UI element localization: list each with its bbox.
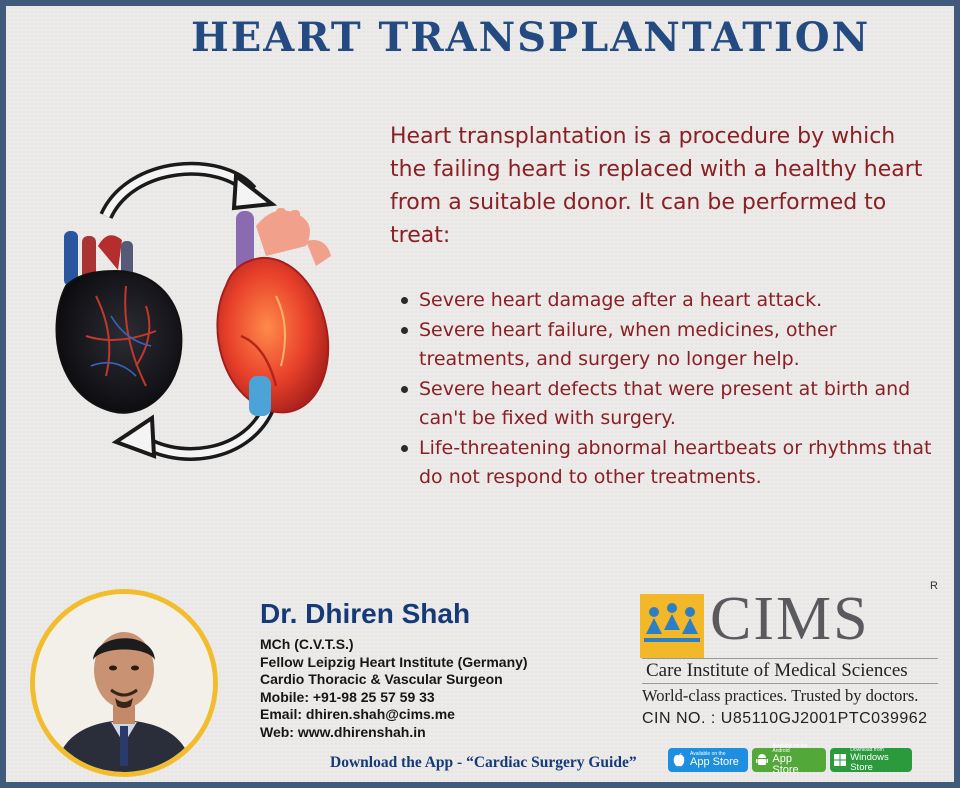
doctor-web: Web: www.dhirenshah.in	[260, 723, 426, 740]
doctor-mobile: Mobile: +91-98 25 57 59 33	[260, 688, 435, 705]
doctor-fellowship: Fellow Leipzig Heart Institute (Germany)	[260, 653, 528, 670]
doctor-details	[260, 636, 620, 741]
registered-mark: R	[930, 580, 938, 592]
diseased-heart	[56, 231, 181, 413]
cims-logo-icon	[640, 594, 704, 658]
android-store-badge[interactable]: Available on the Android App Store	[752, 748, 826, 772]
intro-paragraph: Heart transplantation is a procedure by which the failing heart is replaced with a healthy heart from a suitable donor. It can be performed to treat:	[390, 124, 923, 248]
android-icon	[756, 752, 768, 768]
doctor-name: Dr. Dhiren Shah	[260, 598, 471, 629]
cims-full-name: Care Institute of Medical Sciences	[642, 658, 938, 684]
download-app-text: Download the App - “Cardiac Surgery Guide”	[330, 754, 637, 771]
cims-tagline: World-class practices. Trusted by doctors.	[642, 686, 919, 705]
list-item: Severe heart damage after a heart attack.	[399, 286, 939, 315]
doctor-degree: MCh (C.V.T.S.)	[260, 636, 354, 652]
page-title: HEART TRANSPLANTATION	[191, 14, 871, 61]
doctor-role: Cardio Thoracic & Vascular Surgeon	[260, 671, 503, 687]
heart-transplant-illustration	[36, 146, 346, 476]
doctor-photo	[30, 589, 218, 777]
app-store-badge[interactable]: Available on the App Store	[668, 748, 748, 772]
cin-number: CIN NO. : U85110GJ2001PTC039962	[642, 710, 928, 727]
apple-icon	[672, 752, 686, 768]
doctor-email: Email: dhiren.shah@cims.me	[260, 706, 455, 722]
list-item: Severe heart failure, when medicines, other treatments, and surgery no longer help.	[399, 316, 939, 374]
indications-list	[399, 286, 939, 493]
list-item: Severe heart defects that were present at birth and can't be fixed with surgery.	[399, 375, 939, 433]
bullet-icon	[401, 445, 408, 452]
cims-wordmark: CIMS	[710, 585, 870, 653]
cycle-arrow-top-head	[234, 176, 272, 208]
windows-store-badge[interactable]: Download from Windows Store	[830, 748, 912, 772]
bullet-icon	[401, 386, 408, 393]
list-item: Life-threatening abnormal heartbeats or rhythms that do not respond to other treatments.	[399, 434, 939, 492]
windows-icon	[834, 752, 846, 768]
bullet-icon	[401, 327, 408, 334]
healthy-heart	[217, 208, 331, 416]
avatar	[35, 594, 213, 772]
poster	[6, 6, 954, 782]
bullet-icon	[401, 297, 408, 304]
cycle-arrow-bottom-head	[116, 418, 154, 456]
